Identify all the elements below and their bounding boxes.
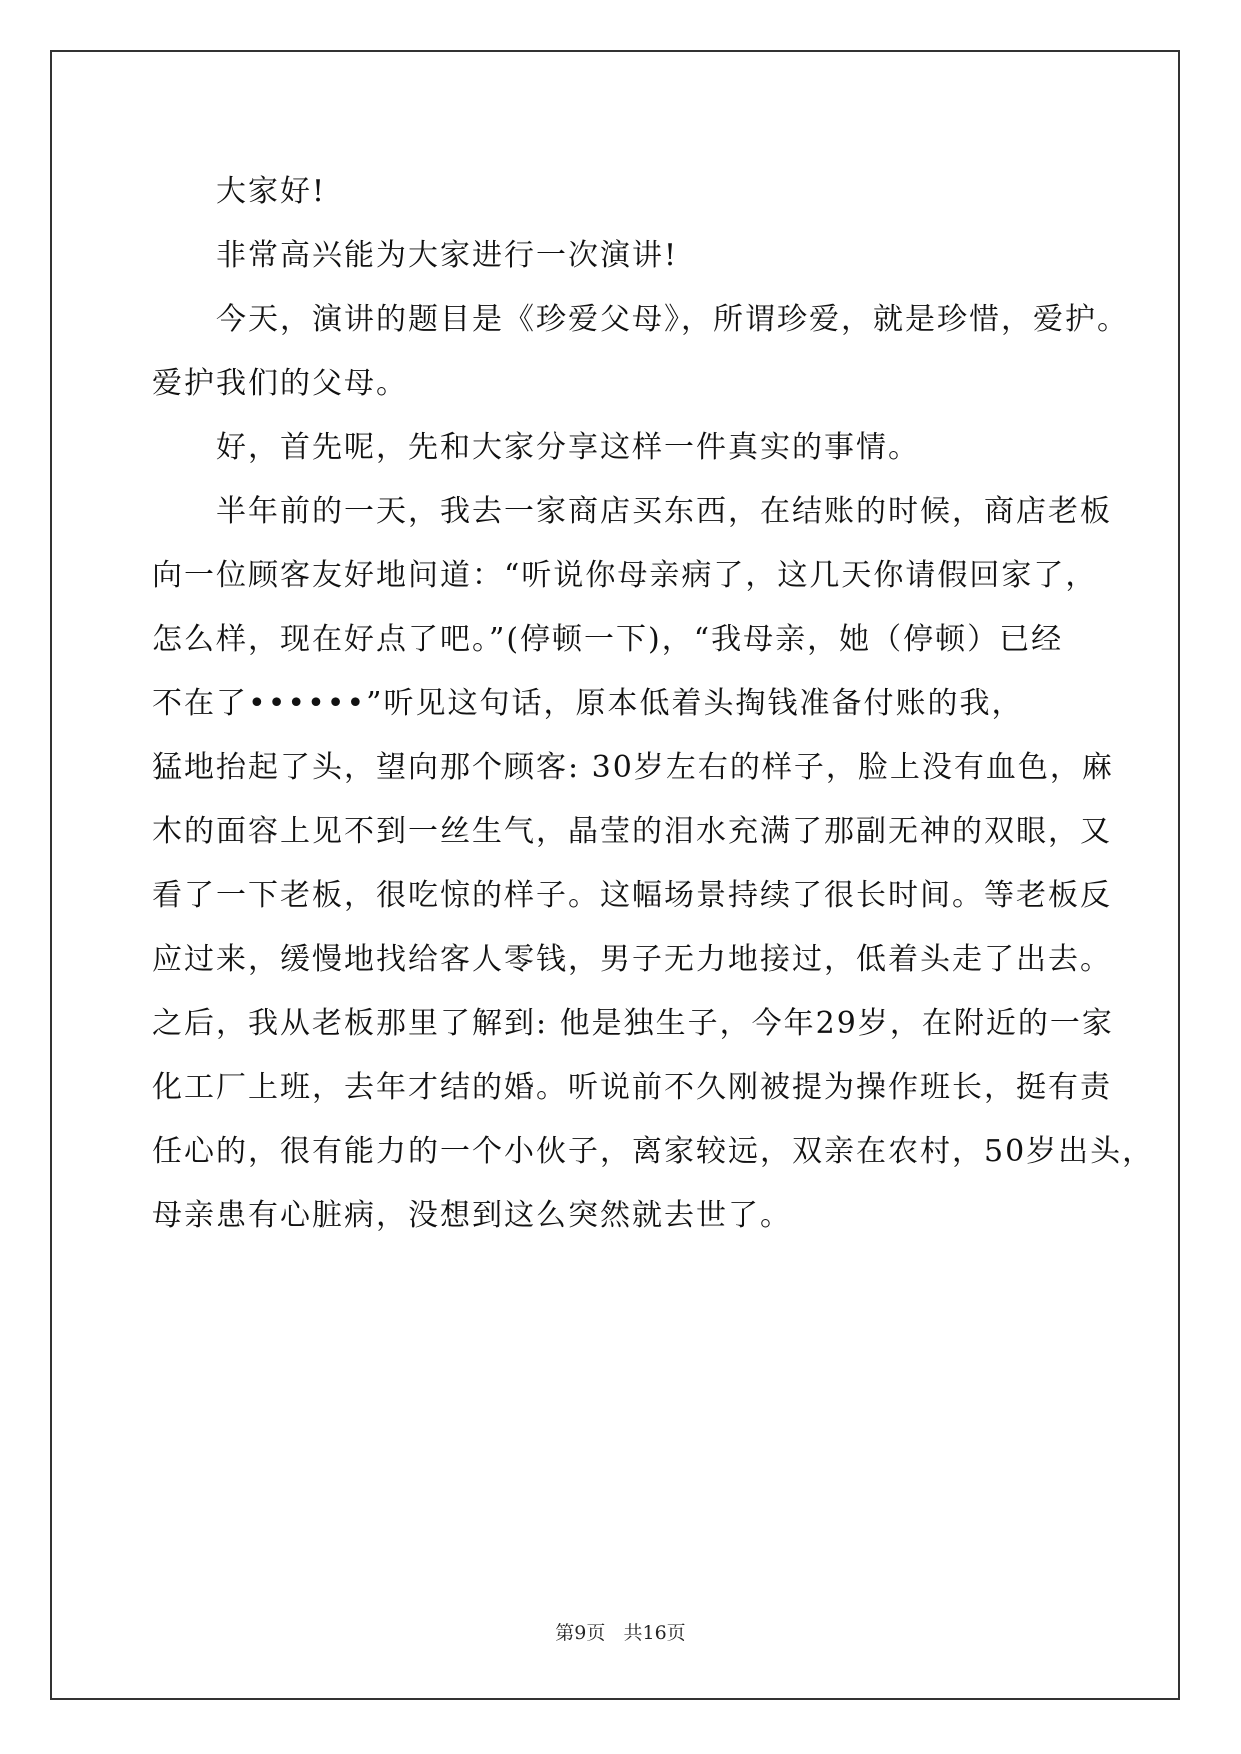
paragraph-line: 木的面容上见不到一丝生气，晶莹的泪水充满了那副无神的双眼，又 xyxy=(152,814,1112,849)
paragraph-line: 好，首先呢，先和大家分享这样一件真实的事情。 xyxy=(216,430,920,465)
paragraph-line: 非常高兴能为大家进行一次演讲! xyxy=(216,238,679,273)
paragraph-line: 今天，演讲的题目是《珍爱父母》，所谓珍爱，就是珍惜，爱护。 xyxy=(216,302,1129,337)
paragraph-line: 半年前的一天，我去一家商店买东西，在结账的时候，商店老板 xyxy=(216,494,1112,529)
paragraph-line: 母亲患有心脏病，没想到这么突然就去世了。 xyxy=(152,1198,792,1233)
paragraph-line: 化工厂上班，去年才结的婚。听说前不久刚被提为操作班长，挺有责 xyxy=(152,1070,1112,1105)
page-number-footer: 第9页 共16页 xyxy=(555,1622,686,1644)
paragraph-line: 怎么样，现在好点了吧。”(停顿一下)，“我母亲，她（停顿）已经 xyxy=(152,622,1064,657)
document-body xyxy=(152,160,1155,1248)
paragraph-line: 爱护我们的父母。 xyxy=(152,366,408,401)
paragraph-line: 向一位顾客友好地问道：“听说你母亲病了，这几天你请假回家了， xyxy=(152,558,1098,593)
paragraph-line: 大家好! xyxy=(216,174,327,209)
paragraph-line: 任心的，很有能力的一个小伙子，离家较远，双亲在农村，50岁出头， xyxy=(152,1134,1155,1169)
paragraph-line: 不在了••••••”听见这句话，原本低着头掏钱准备付账的我， xyxy=(152,686,1024,721)
paragraph-line: 应过来，缓慢地找给客人零钱，男子无力地接过，低着头走了出去。 xyxy=(152,942,1112,977)
paragraph-line: 之后，我从老板那里了解到: 他是独生子，今年29岁，在附近的一家 xyxy=(152,1006,1114,1041)
paragraph-line: 猛地抬起了头，望向那个顾客: 30岁左右的样子，脸上没有血色，麻 xyxy=(152,750,1114,785)
paragraph-line: 看了一下老板，很吃惊的样子。这幅场景持续了很长时间。等老板反 xyxy=(152,878,1112,913)
